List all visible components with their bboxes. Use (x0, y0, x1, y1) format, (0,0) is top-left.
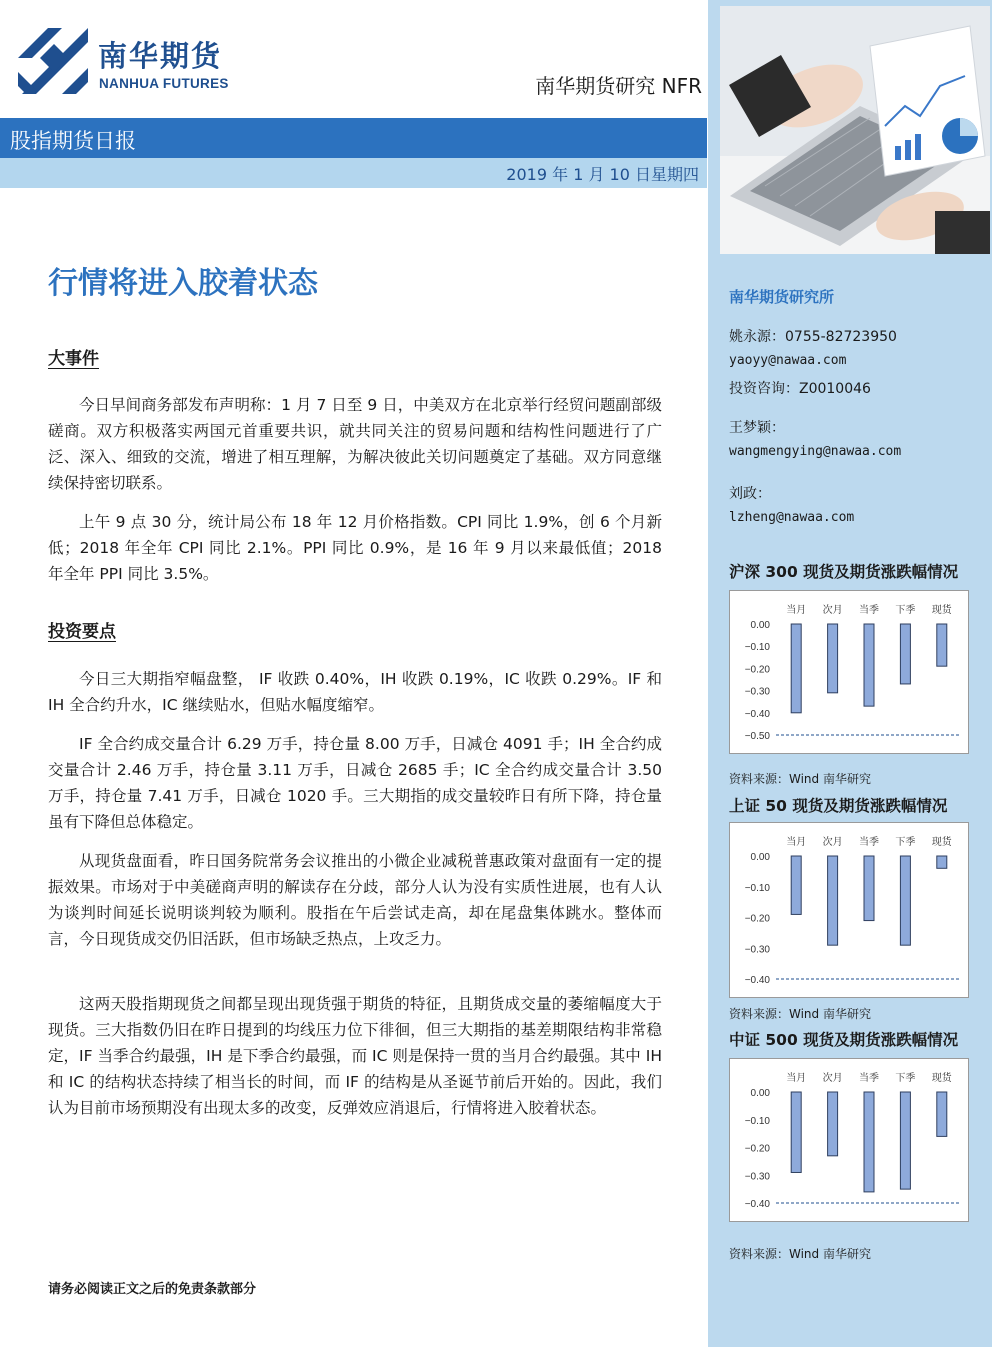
bar (828, 856, 838, 945)
category-label: 下季 (895, 837, 916, 848)
category-label: 当季 (859, 605, 879, 616)
paragraph: 今日三大期指窄幅盘整， IF 收跌 0.40%，IH 收跌 0.19%，IC 收跌 0.29%。IF 和 IH 全合约升水，IC 继续贴水，但贴水幅度缩窄。 (48, 670, 662, 714)
bar (828, 1092, 838, 1156)
paragraph: 从现货盘面看，昨日国务院常务会议推出的小微企业减税普惠政策对盘面有一定的提振效果。市场对于中美磋商声明的解读存在分歧，部分人认为没有实质性进展，也有人认为谈判时间延长说明谈判较为顺利。股指在午后尝试走高，却在尾盘集体跳水。整体而言，今日现货成交仍旧活跃，但市场缺乏热点，上攻乏力。 (48, 852, 662, 948)
contact-email[interactable]: wangmengying@nawaa.com (729, 444, 902, 459)
bar (791, 624, 801, 713)
nanhua-logo-icon (18, 28, 88, 94)
institute-name: 南华期货研究所 (729, 288, 835, 306)
y-tick-label: −0.30 (744, 944, 770, 956)
bar-chart-zz500 (730, 1059, 968, 1221)
paragraph: IF 全合约成交量合计 6.29 万手，持仓量 8.00 万手，日减仓 4091 手；IH 全合约成交量合计 2.46 万手，持仓量 3.11 万手，日减仓 2685 手；IC 全合约成交量合计 3.50 万手，持仓量 7.41 万手，日减仓 1020 手。三大期指的成交量较昨日有所下降，持仓量虽有下降但总体稳定。 (48, 735, 662, 831)
category-label: 当月 (786, 837, 807, 848)
bar (900, 1092, 910, 1189)
report-type-bar (0, 118, 707, 158)
y-tick-label: −0.30 (744, 686, 770, 698)
contact-license: 投资咨询：Z0010046 (729, 381, 871, 397)
section-heading-investment: 投资要点 (48, 622, 116, 642)
category-label: 当月 (786, 605, 807, 616)
disclaimer-note: 请务必阅读正文之后的免责条款部分 (48, 1282, 257, 1297)
contact-email[interactable]: lzheng@nawaa.com (729, 510, 855, 525)
y-tick-label: −0.10 (744, 1115, 770, 1127)
page-title: 行情将进入胶着状态 (48, 266, 318, 301)
category-label: 现货 (931, 1073, 952, 1084)
contact-name: 王梦颖： (729, 420, 785, 436)
chart-source: 资料来源：Wind 南华研究 (729, 1247, 871, 1261)
company-logo (18, 28, 258, 98)
category-label: 下季 (895, 605, 916, 616)
y-tick-label: −0.10 (744, 642, 770, 654)
y-tick-label: −0.50 (744, 731, 770, 742)
bar-chart-sz50 (730, 823, 968, 997)
category-label: 当月 (786, 1073, 807, 1084)
y-tick-label: −0.20 (744, 664, 770, 676)
y-tick-label: −0.10 (744, 882, 770, 894)
chart-panel (729, 590, 969, 754)
chart-source: 资料来源：Wind 南华研究 (729, 772, 871, 786)
y-tick-label: 0.00 (750, 1088, 770, 1099)
bar (791, 856, 801, 914)
category-label: 当季 (859, 837, 879, 848)
chart-title: 中证 500 现货及期货涨跌幅情况 (729, 1031, 959, 1049)
contact-phone: 姚永源：0755-82723950 (729, 329, 897, 345)
contact-name: 刘政： (729, 486, 771, 502)
y-tick-label: 0.00 (750, 852, 770, 863)
y-tick-label: −0.40 (744, 1199, 770, 1210)
category-label: 现货 (931, 837, 952, 848)
category-label: 次月 (822, 1073, 843, 1084)
logo-en-text: NANHUA FUTURES (99, 76, 229, 91)
bar (900, 856, 910, 945)
paragraph: 今日早间商务部发布声明称：1 月 7 日至 9 日，中美双方在北京举行经贸问题副部级磋商。双方积极落实两国元首重要共识，就共同关注的贸易问题和结构性问题进行了广泛、深入、细致的交流，增进了相互理解，为解决彼此关切问题奠定了基础。双方同意继续保持密切联系。 (48, 396, 662, 492)
chart-panel (729, 1058, 969, 1222)
category-label: 当季 (859, 1073, 879, 1084)
bar (864, 856, 874, 921)
brand-label: 南华期货研究 NFR (535, 74, 702, 98)
bar (937, 856, 947, 868)
date-bar (0, 158, 707, 188)
laptop-charts-photo (720, 6, 990, 254)
category-label: 次月 (822, 837, 843, 848)
section-heading-events: 大事件 (48, 349, 99, 369)
category-label: 现货 (931, 605, 952, 616)
y-tick-label: −0.30 (744, 1171, 770, 1183)
chart-panel (729, 822, 969, 998)
report-date: 2019 年 1 月 10 日星期四 (506, 165, 699, 184)
y-tick-label: −0.20 (744, 913, 770, 925)
bar-chart-hs300 (730, 591, 968, 753)
y-tick-label: −0.40 (744, 975, 770, 986)
category-label: 下季 (895, 1073, 916, 1084)
bar (864, 1092, 874, 1192)
y-tick-label: 0.00 (750, 620, 770, 631)
chart-title: 上证 50 现货及期货涨跌幅情况 (729, 797, 948, 815)
category-label: 次月 (822, 605, 843, 616)
y-tick-label: −0.40 (744, 708, 770, 720)
bar (937, 1092, 947, 1136)
contact-email[interactable]: yaoyy@nawaa.com (729, 353, 847, 368)
report-type: 股指期货日报 (10, 129, 136, 153)
bar (828, 624, 838, 693)
paragraph: 这两天股指期现货之间都呈现出现货强于期货的特征，且期货成交量的萎缩幅度大于现货。三大指数仍旧在昨日提到的均线压力位下徘徊，但三大期指的基差期限结构非常稳定，IF 当季合约最强，IH 是下季合约最强，而 IC 则是保持一贯的当月合约最强。其中 IH 和 IC 的结构状态持续了相当长的时间，而 IF 的结构是从圣诞节前后开始的。因此，我们认为目前市场预期没有出现太多的改变，反弹效应消退后，行情将进入胶着状态。 (48, 995, 662, 1117)
paragraph: 上午 9 点 30 分，统计局公布 18 年 12 月价格指数。CPI 同比 1.9%，创 6 个月新低；2018 年全年 CPI 同比 2.1%。PPI 同比 0.9%，是 16 年 9 月以来最低值；2018 年全年 PPI 同比 3.5%。 (48, 513, 662, 583)
bar (900, 624, 910, 684)
chart-title: 沪深 300 现货及期货涨跌幅情况 (729, 563, 959, 581)
y-tick-label: −0.20 (744, 1143, 770, 1155)
bar (864, 624, 874, 706)
chart-source: 资料来源：Wind 南华研究 (729, 1007, 871, 1021)
bar (791, 1092, 801, 1172)
bar (937, 624, 947, 666)
logo-cn-text: 南华期货 (98, 39, 223, 73)
